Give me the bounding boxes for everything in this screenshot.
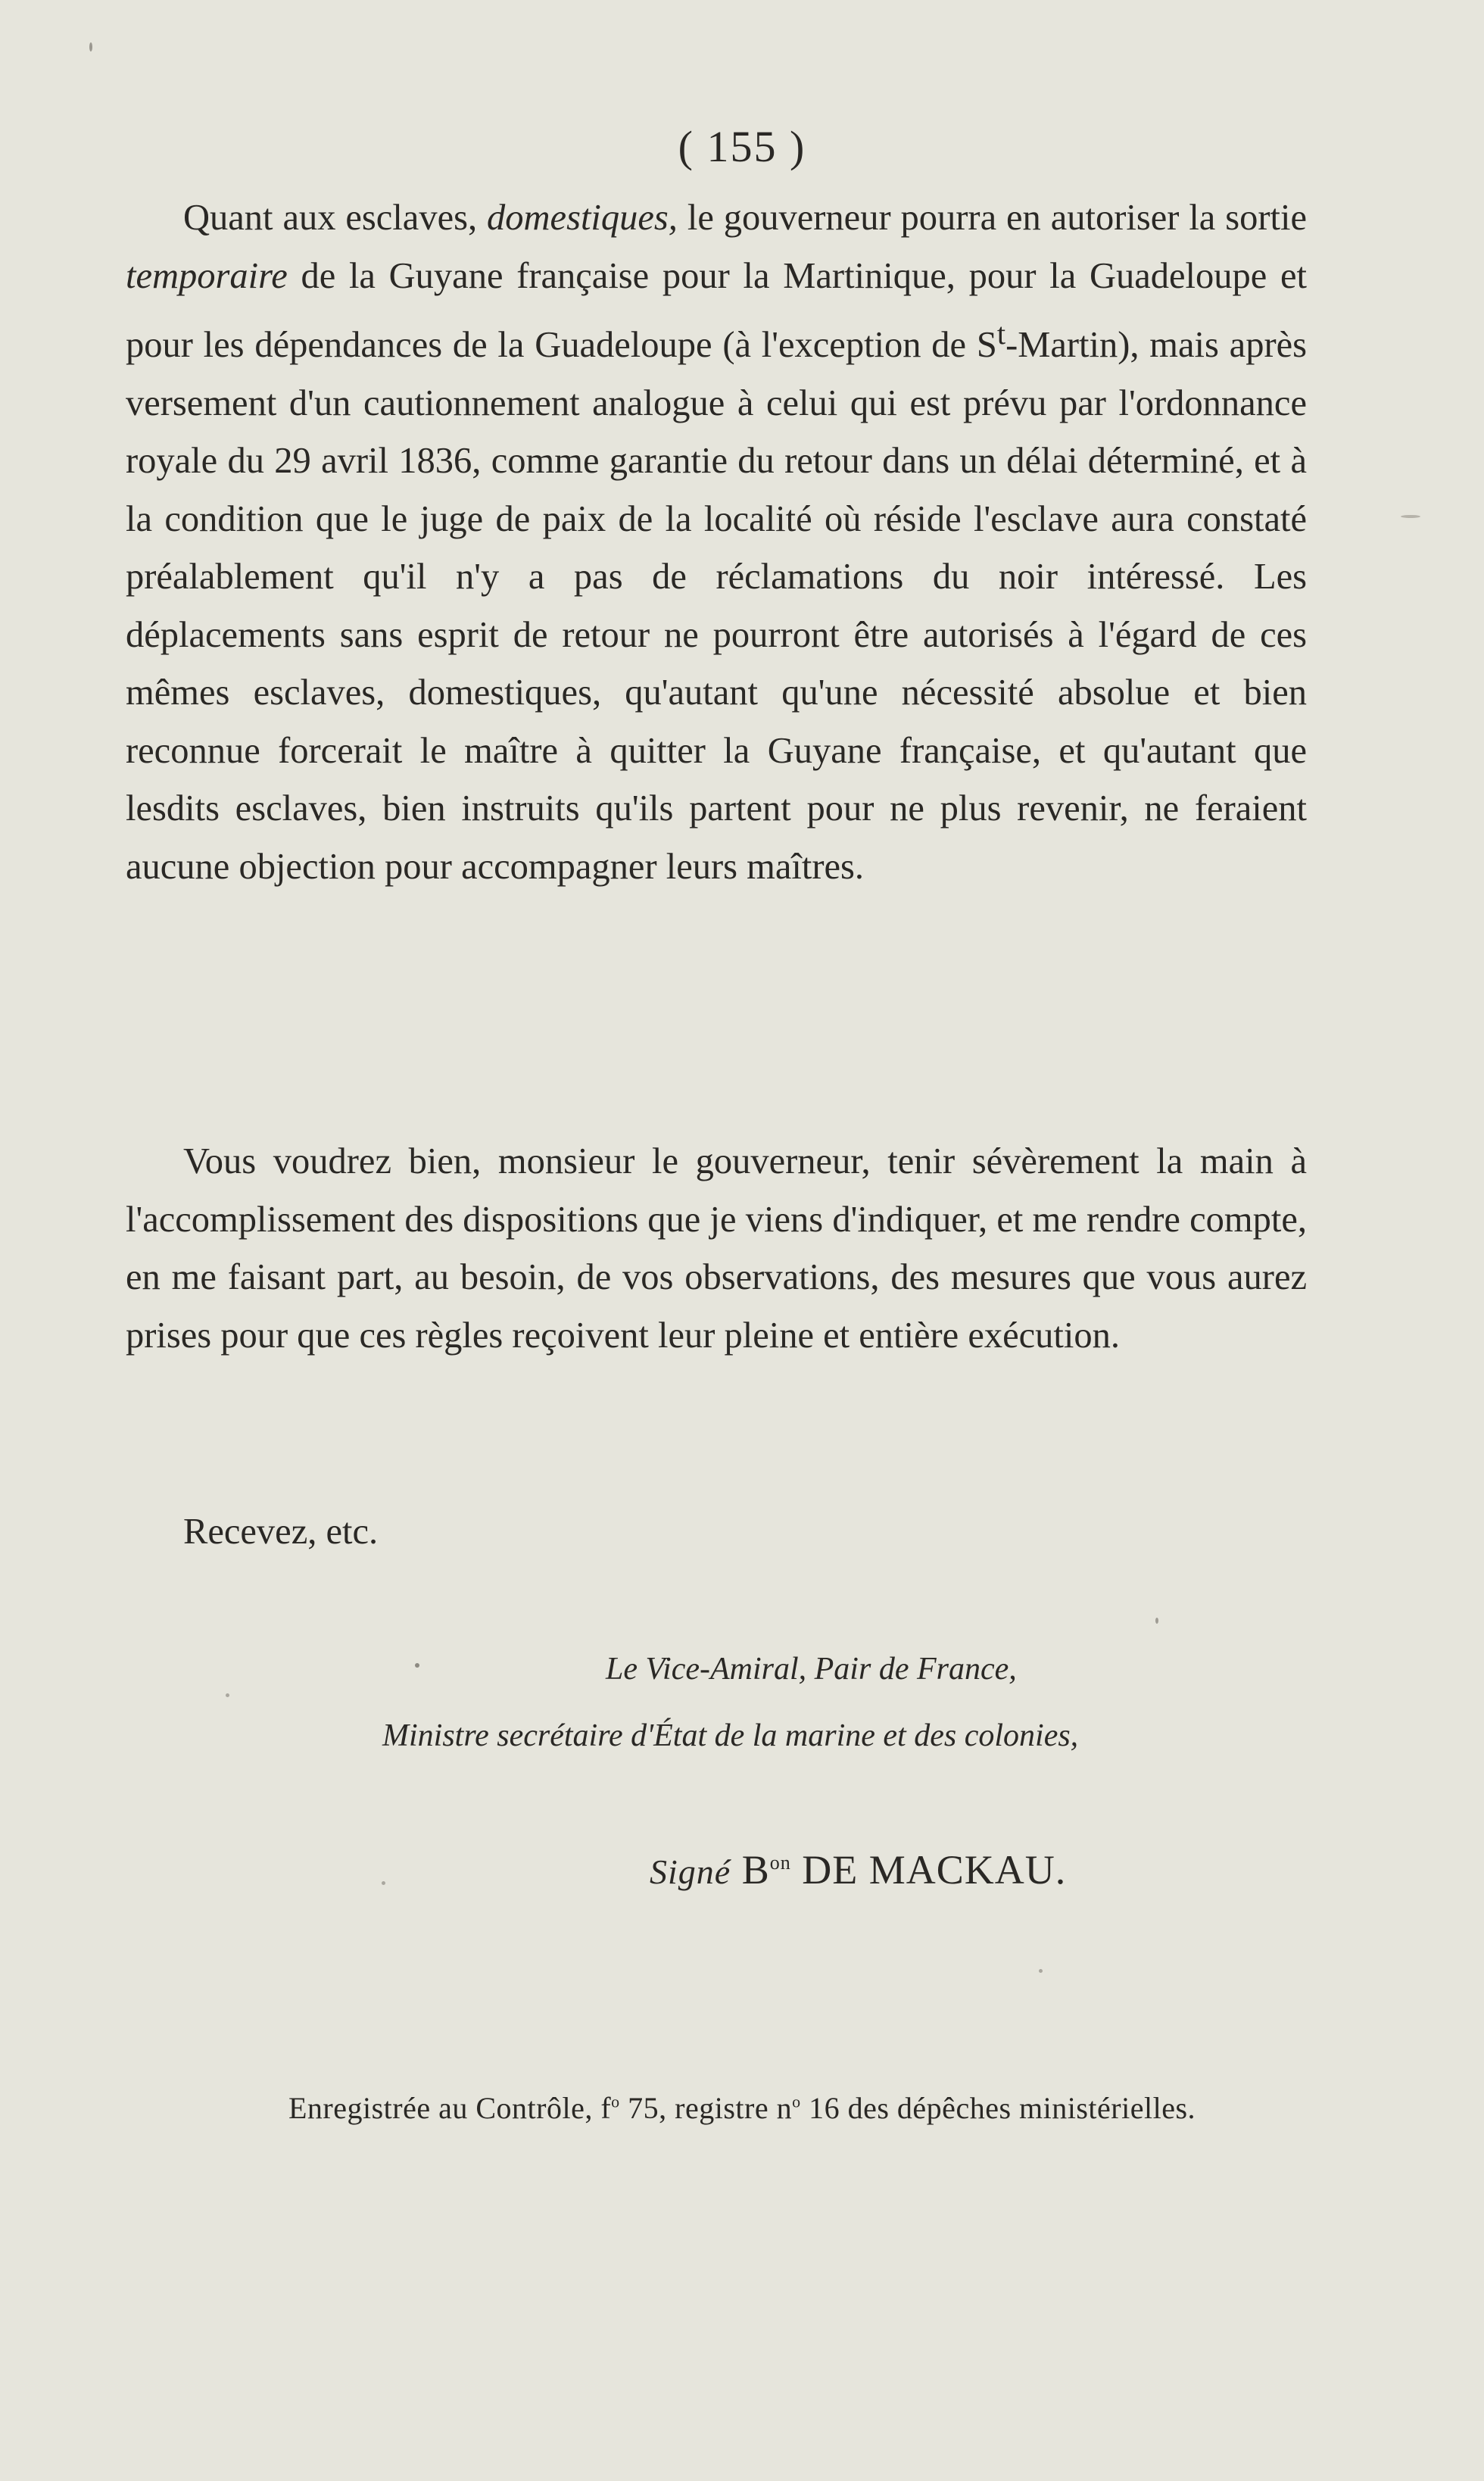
paragraph-text: de la Guyane française pour la Martinique, pour la Guadeloupe et pour les dépendances de la Guadeloupe (à l'exception de S [126,255,1307,366]
paper-speck [1039,1969,1043,1973]
paper-speck [382,1881,385,1885]
paragraph-text: -Martin), mais après versement d'un cautionnement analogue à celui qui est prévu par l'ordonnance royale du 29 avril 1836, comme garantie du retour dans un délai déterminé, et à la condition que le juge de paix de la localité où réside l'esclave aura constaté préalablement qu'il n'y a pas de réclamations du noir intéressé. Les déplacements sans esprit de retour ne pourront être autorisés à l'égard de ces mêmes esclaves, domestiques, qu'autant qu'une nécessité absolue et bien reconnue forcerait le maître à quitter la Guyane française, et qu'autant que lesdits esclaves, bien instruits qu'ils partent pour ne plus revenir, ne feraient aucune objection pour accompagner leurs maîtres. [126,325,1307,887]
registration-text: 16 des dépêches ministérielles. [800,2091,1196,2125]
noble-title-base: B [741,1847,770,1893]
page-number: ( 155 ) [678,122,806,171]
signature-title-line: Le Vice-Amiral, Pair de France, [606,1652,1017,1687]
paragraph-instructions: Vous voudrez bien, monsieur le gouverneur, tenir sévèrement la main à l'accomplissement des dispositions que je viens d'indiquer, et me rendre compte, en me faisant part, au besoin, de vos observations, des mesures que vous aurez prises pour que ces règles reçoivent leur pleine et entière exécution. [126,1141,1307,1356]
folio-sup: o [611,2092,620,2111]
signatory-name: DE MACKAU. [802,1847,1067,1893]
paper-speck [89,42,92,51]
emphasis-temporaire: temporaire [126,255,288,296]
emphasis-domestiques: domestiques, [487,198,678,238]
registration-text: 75, registre n [619,2091,793,2125]
paragraph-text: le gouverneur pourra en autoriser la sortie [677,198,1307,238]
paragraph-closing: Recevez, etc. [183,1512,379,1552]
noble-title [742,1847,791,1893]
paper-speck [226,1693,229,1697]
registration-text: Enregistrée au Contrôle, f [288,2091,612,2125]
number-sup: o [792,2092,801,2111]
signature-office-line: Ministre secrétaire d'État de la marine et des colonies, [382,1718,1079,1753]
paper-speck [1401,515,1420,518]
paragraph-slave-travel [126,189,1307,896]
paper-speck [1155,1618,1158,1624]
paragraph-text: Quant aux esclaves, [183,198,488,238]
registration-note [0,2090,1484,2126]
paper-speck [415,1663,419,1668]
superscript-t: t [996,317,1006,351]
signed-label: Signé [650,1852,731,1891]
signed-by-line [650,1846,1066,1893]
noble-title-sup: on [769,1852,791,1874]
